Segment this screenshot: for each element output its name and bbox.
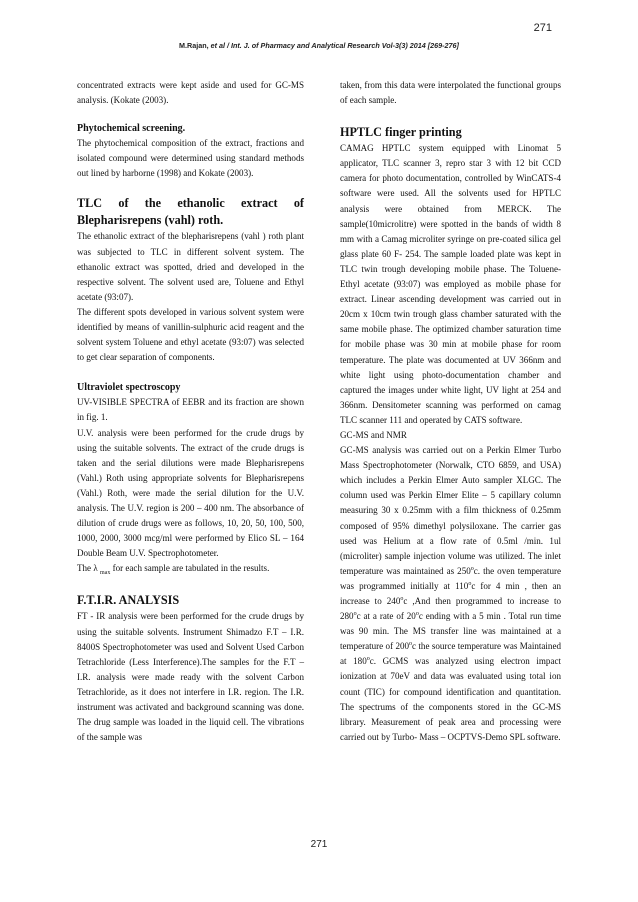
- gcms-text-f: c ending with a 5 min . Total run time was 90 min. The MS transfer line was maintained at a temperature of 200: [340, 611, 561, 652]
- gcms-text-e: c at a rate of 20: [356, 611, 416, 622]
- paragraph-uv-2: U.V. analysis were been performed for the crude drugs by using the suitable solvents. The extract of the crude drugs is taken and the serial dilutions were made Blepharisrepens (Vahl.) Roth using appropriate solvents for Blepharisrepens (Vahl.) Roth, were made the serial dilution for the U.V. analysis. The U.V. region is 200 – 400 nm. The absorbance of dilution of crude drugs were as follows, 10, 20, 50, 100, 500, 1000, 2000, 3000 mcg/ml were performed by Elico SL – 164 Double Beam U.V. Spectrophotometer.: [77, 427, 304, 559]
- running-header: [0, 41, 638, 50]
- paragraph-top: taken, from this data were interpolated the functional groups of each sample.: [340, 80, 561, 106]
- degree-sup: o: [470, 565, 474, 572]
- degree-sup: o: [468, 580, 472, 587]
- paragraph-phytochemical: The phytochemical composition of the extract, fractions and isolated compound were determined using standard methods out lined by harborne (1998) and Kokate (2003).: [77, 138, 304, 179]
- heading-uv: Ultraviolet spectroscopy: [77, 382, 181, 394]
- degree-sup: o: [353, 611, 357, 618]
- page-number-top: 271: [533, 22, 552, 34]
- paragraph-tlc-2: The different spots developed in various solvent system were identified by means of vanillin-sulphuric acid reagent and the solvent system Toluene and ethyl acetate (93:07) was selected to get clear separation of components.: [77, 306, 304, 363]
- uv-lambda: The λ: [77, 563, 100, 574]
- heading-ftir: F.T.I.R. ANALYSIS: [77, 593, 180, 608]
- paragraph-ftir: FT - IR analysis were been performed for the crude drugs by using the suitable solvents. Instrument Shimadzo F.T – I.R. 8400S Spectrophotometer was used and Solvent Used Carbon Tetrachloride (Less Interference).The samples for the F.T – I.R. analysis were made ready with the solvent Carbon Tetrachloride, as it does not interfere in I.R. region. The I.R. instrument was activated and background scanning was done. The drug sample was loaded in the liquid cell. The vibrations of the sample was: [77, 611, 304, 743]
- degree-sup: o: [415, 611, 419, 618]
- gcms-text-g: c the source temperature was Maintained at 180: [340, 641, 561, 667]
- right-column: [340, 78, 561, 745]
- uv-max-sub: max: [99, 570, 111, 577]
- paragraph-uv-3: [77, 561, 304, 576]
- degree-sup: o: [409, 641, 413, 648]
- degree-sup: o: [400, 595, 404, 602]
- gcms-text-a: GC-MS analysis was carried out on a Perkin Elmer Turbo Mass Spectrophotometer (Norwalk, CTO 6859, and USA) which includes a Perkin Elmer Auto sampler XLGC. The column used was Perkin Elmer Elite – 5 capillary column measuring 30 x 0.25mm with a film thickness of 0.25mm composed of 95% dimethyl polysiloxane. The carrier gas used was Helium at a flow rate of 0.5ml /min. 1ul (microliter) sample injection volume was utilized. The inlet temperature was maintained as 250: [340, 445, 561, 576]
- paragraph-intro: concentrated extracts were kept aside and used for GC-MS analysis. (Kokate (2003).: [77, 80, 304, 106]
- paragraph-hptlc: CAMAG HPTLC system equipped with Linomat 5 applicator, TLC scanner 3, repro star 3 with 12 bit CCD camera for photo documentation, controlled by WinCATS-4 software were used. All the solvents used for HPTLC analysis were obtained from MERCK. The sample(10microlitre) were spotted in the bands of width 8 mm with a Camag microliter syringe on pre-coated silica gel glass plate 60 F- 254. The sample loaded plate was kept in TLC twin trough developing mobile phase. The Toluene- Ethyl acetate (93:07) was employed as mobile phase for extract. Linear ascending development was carried out in 20cm x 10cm twin trough glass chamber saturated with the same mobile phase. The optimized chamber saturation time for mobile phase was 30 min at mobile phase for room temperature. The plate was documented at UV 366nm and white light using photo-documentation chamber and captured the images under white light, UV light at 254 and 366nm. Densitometer scanning was performed on camag TLC scanner 111 and operated by CATS software.: [340, 143, 561, 425]
- page-number-bottom: 271: [310, 839, 328, 850]
- heading-phytochemical: Phytochemical screening.: [77, 123, 186, 135]
- header-journal: et al / Int. J. of Pharmacy and Analytical Research Vol-3(3) 2014 [269-276]: [208, 41, 459, 50]
- heading-tlc: TLC of the ethanolic extract of Blepharisrepens (vahl) roth.: [77, 196, 304, 228]
- heading-gcms: GC-MS and NMR: [340, 429, 407, 440]
- gcms-text-c: c for 4 min , then an increase to 240: [340, 580, 562, 606]
- left-column: [77, 78, 304, 745]
- degree-sup: o: [366, 656, 370, 663]
- gcms-text-h: c. GCMS was analyzed using electron impact ionization at 70eV and data was evaluated using total ion count (TIC) for compound identification and quantitation. The spectrums of the components stored in the GC-MS library. Measurement of peak area and processing were carried out by Turbo- Mass – OCPTVS-Demo SPL software.: [340, 656, 561, 742]
- paragraph-gcms: [340, 443, 561, 745]
- uv-lambda-rest: for each sample are tabulated in the results.: [110, 563, 270, 574]
- gcms-text-b: c. the oven temperature was programmed initially at 110: [340, 565, 561, 591]
- paragraph-uv-1: UV-VISIBLE SPECTRA of EEBR and its fraction are shown in fig. 1.: [77, 397, 304, 423]
- paragraph-tlc-1: The ethanolic extract of the blepharisrepens (vahl ) roth plant was subjected to TLC in different solvent system. The ethanolic extract was spotted, dried and developed in the respective solvent. The solvent used are, Toluene and Ethyl acetate (93:07).: [77, 231, 304, 302]
- heading-hptlc: HPTLC finger printing: [340, 125, 462, 140]
- header-author: M.Rajan,: [179, 41, 209, 50]
- gcms-text-d: c ,And then programmed to increase to 280: [340, 596, 561, 622]
